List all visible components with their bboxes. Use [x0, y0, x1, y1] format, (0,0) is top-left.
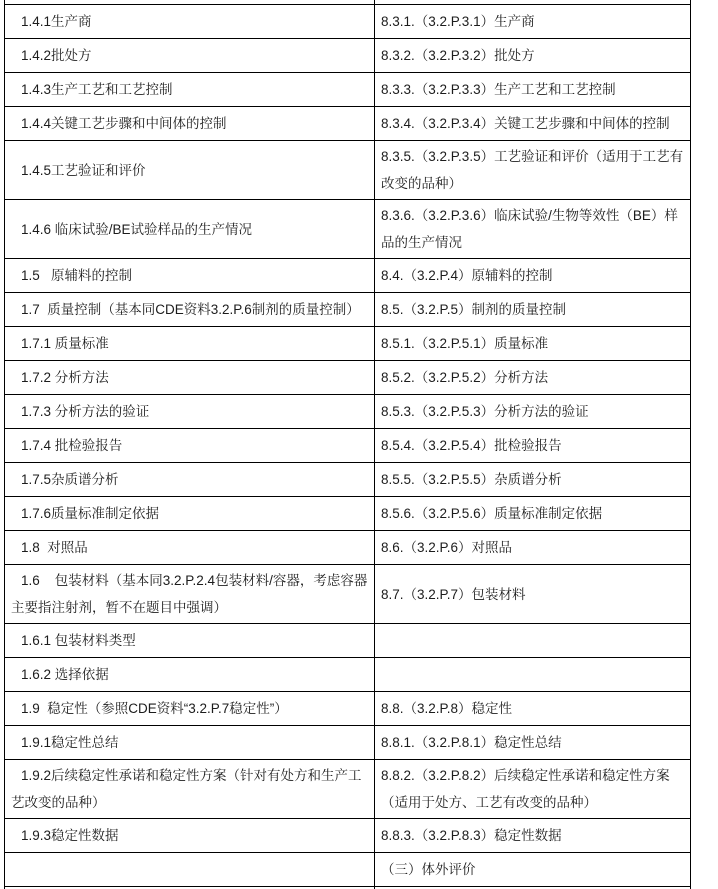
- cell-right: 8.3.6.（3.2.P.3.6）临床试验/生物等效性（BE）样品的生产情况: [375, 200, 691, 259]
- cell-left: 1.6.1 包装材料类型: [5, 624, 375, 658]
- cell-right: 8.5.5.（3.2.P.5.5）杂质谱分析: [375, 463, 691, 497]
- table-row: [5, 141, 691, 200]
- cell-right: 8.8.（3.2.P.8）稳定性: [375, 692, 691, 726]
- cell-left: 1.4.2批处方: [5, 39, 375, 73]
- table-row: [5, 853, 691, 887]
- table-row: [5, 259, 691, 293]
- cell-left: 1.5 原辅料的控制: [5, 259, 375, 293]
- cell-right: 8.4.（3.2.P.4）原辅料的控制: [375, 259, 691, 293]
- cell-right: 8.3.2.（3.2.P.3.2）批处方: [375, 39, 691, 73]
- cell-right: 8.5.3.（3.2.P.5.3）分析方法的验证: [375, 395, 691, 429]
- cell-right: 8.3.5.（3.2.P.3.5）工艺验证和评价（适用于工艺有改变的品种）: [375, 141, 691, 200]
- table-row: [5, 293, 691, 327]
- table-row: [5, 531, 691, 565]
- cell-left: 1.6.2 选择依据: [5, 658, 375, 692]
- cell-right: 8.5.（3.2.P.5）制剂的质量控制: [375, 293, 691, 327]
- cell-left: 1.9.1稳定性总结: [5, 726, 375, 760]
- cell-left: 1.6 包装材料（基本同3.2.P.2.4包装材料/容器，考虑容器主要指注射剂，暂不在题目中强调）: [5, 565, 375, 624]
- table-body: [5, 0, 691, 889]
- table-row: [5, 726, 691, 760]
- table-row: [5, 361, 691, 395]
- cell-left: 1.4.4关键工艺步骤和中间体的控制: [5, 107, 375, 141]
- table-row: [5, 692, 691, 726]
- cell-right: 8.7.（3.2.P.7）包装材料: [375, 565, 691, 624]
- cell-right: 8.5.2.（3.2.P.5.2）分析方法: [375, 361, 691, 395]
- table-row: [5, 200, 691, 259]
- cell-left: 1.9.3稳定性数据: [5, 819, 375, 853]
- cell-left: 1.7.2 分析方法: [5, 361, 375, 395]
- cell-left: 1.7.4 批检验报告: [5, 429, 375, 463]
- table-row: [5, 327, 691, 361]
- table-row: [5, 624, 691, 658]
- cell-left: 1.9.2后续稳定性承诺和稳定性方案（针对有处方和生产工艺改变的品种）: [5, 760, 375, 819]
- table-row: [5, 819, 691, 853]
- cell-left: 1.7.3 分析方法的验证: [5, 395, 375, 429]
- table-row: [5, 658, 691, 692]
- table-row: [5, 5, 691, 39]
- table-row: [5, 395, 691, 429]
- cell-left: 1.4.6 临床试验/BE试验样品的生产情况: [5, 200, 375, 259]
- cell-right: 8.3.3.（3.2.P.3.3）生产工艺和工艺控制: [375, 73, 691, 107]
- cell-right: 8.8.2.（3.2.P.8.2）后续稳定性承诺和稳定性方案（适用于处方、工艺有改变的品种）: [375, 760, 691, 819]
- cell-left: 1.7.6质量标准制定依据: [5, 497, 375, 531]
- cell-right: 8.8.1.（3.2.P.8.1）稳定性总结: [375, 726, 691, 760]
- cell-left: 1.7.1 质量标准: [5, 327, 375, 361]
- ctd-mapping-table: [4, 0, 691, 889]
- cell-right: 8.3.1.（3.2.P.3.1）生产商: [375, 5, 691, 39]
- cell-right: 8.8.3.（3.2.P.8.3）稳定性数据: [375, 819, 691, 853]
- cell-right: 8.5.4.（3.2.P.5.4）批检验报告: [375, 429, 691, 463]
- cell-left: 1.4.1生产商: [5, 5, 375, 39]
- cell-right: [375, 658, 691, 692]
- cell-left: [5, 853, 375, 887]
- cell-right: 8.6.（3.2.P.6）对照品: [375, 531, 691, 565]
- cell-right: [375, 624, 691, 658]
- table-row: [5, 429, 691, 463]
- cell-left: 1.8 对照品: [5, 531, 375, 565]
- table-row: [5, 39, 691, 73]
- cell-right: 8.5.6.（3.2.P.5.6）质量标准制定依据: [375, 497, 691, 531]
- cell-left: 1.4.5工艺验证和评价: [5, 141, 375, 200]
- cell-right: 8.5.1.（3.2.P.5.1）质量标准: [375, 327, 691, 361]
- table-row: [5, 73, 691, 107]
- cell-left: 1.9 稳定性（参照CDE资料“3.2.P.7稳定性”）: [5, 692, 375, 726]
- cell-left: 1.7.5杂质谱分析: [5, 463, 375, 497]
- cell-right: （三）体外评价: [375, 853, 691, 887]
- table-row: [5, 497, 691, 531]
- table-row: [5, 760, 691, 819]
- table-row: [5, 107, 691, 141]
- cell-left: 1.7 质量控制（基本同CDE资料3.2.P.6制剂的质量控制）: [5, 293, 375, 327]
- cell-right: 8.3.4.（3.2.P.3.4）关键工艺步骤和中间体的控制: [375, 107, 691, 141]
- table-row: [5, 463, 691, 497]
- cell-left: 1.4.3生产工艺和工艺控制: [5, 73, 375, 107]
- table-row: [5, 565, 691, 624]
